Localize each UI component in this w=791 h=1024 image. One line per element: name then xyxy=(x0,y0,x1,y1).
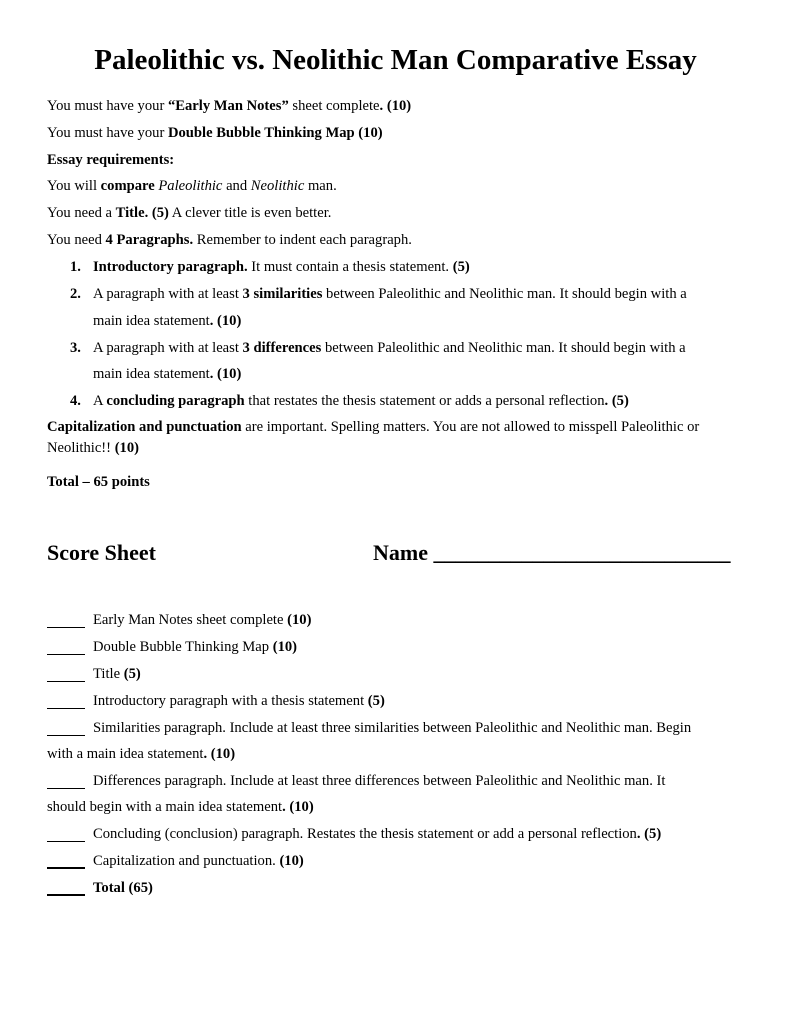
score-blank[interactable] xyxy=(47,840,85,842)
score-sheet-heading: Score Sheet xyxy=(47,540,156,565)
text: main idea statement xyxy=(93,366,210,382)
text: Early Man Notes sheet complete xyxy=(93,612,288,628)
score-blank[interactable] xyxy=(47,653,85,655)
text: A paragraph with at least xyxy=(93,286,243,302)
score-item-total xyxy=(93,879,153,897)
capitalization-note xyxy=(47,418,699,436)
points: (5) xyxy=(123,666,141,682)
name-line[interactable]: ___________________________ xyxy=(433,540,731,565)
list-item-continuation xyxy=(93,365,241,383)
points: (10) xyxy=(114,440,140,456)
text-italic: Paleolithic xyxy=(158,178,223,194)
requirement-title xyxy=(47,204,331,222)
text: Remember to indent each paragraph. xyxy=(193,232,412,248)
score-blank[interactable] xyxy=(47,787,85,789)
text-bold: “Early Man Notes” xyxy=(167,98,289,114)
text: with a main idea statement xyxy=(47,746,204,762)
text: Title xyxy=(93,666,124,682)
points: (10) xyxy=(287,612,312,628)
list-item xyxy=(93,285,687,303)
points: . (10) xyxy=(209,313,242,329)
score-blank[interactable] xyxy=(47,707,85,709)
name-label: Name xyxy=(373,540,428,565)
text-bold: 3 differences xyxy=(242,340,322,356)
requirement-map xyxy=(47,124,383,142)
list-item-continuation xyxy=(93,312,241,330)
requirement-notes xyxy=(47,97,411,115)
score-blank[interactable] xyxy=(47,893,85,896)
text: You will xyxy=(47,178,101,194)
page-title: Paleolithic vs. Neolithic Man Comparative Essay xyxy=(94,44,697,76)
text: You need xyxy=(47,232,106,248)
score-item xyxy=(93,852,304,870)
text: Capitalization and punctuation. xyxy=(93,853,280,869)
score-blank[interactable] xyxy=(47,866,85,869)
text-bold: Essay requirements: xyxy=(47,152,175,168)
text: Differences paragraph. Include at least three differences between Paleolithic and Neolithic man. It xyxy=(93,773,666,789)
text-bold: Total (65) xyxy=(93,880,153,896)
text: between Paleolithic and Neolithic man. It should begin with a xyxy=(321,340,686,356)
score-item xyxy=(93,665,141,683)
text-bold: concluding paragraph xyxy=(106,393,245,409)
text: main idea statement xyxy=(93,313,210,329)
capitalization-note-continuation xyxy=(47,439,139,457)
text-bold: Capitalization and punctuation xyxy=(47,419,242,435)
list-item xyxy=(93,258,470,276)
score-item xyxy=(93,611,311,629)
points: . (10) xyxy=(203,746,236,762)
text: Concluding (conclusion) paragraph. Restates the thesis statement or add a personal reflection xyxy=(93,826,637,842)
text-bold: Double Bubble Thinking Map (10) xyxy=(167,125,383,141)
score-item xyxy=(93,772,665,790)
points: (10) xyxy=(272,639,298,655)
text: You must have your xyxy=(47,125,168,141)
score-blank[interactable] xyxy=(47,734,85,736)
text: You must have your xyxy=(47,98,168,114)
points: . (10) xyxy=(209,366,242,382)
list-number: 2. xyxy=(70,286,81,302)
score-blank[interactable] xyxy=(47,680,85,682)
score-item-continuation xyxy=(47,745,235,763)
text-bold: Total – 65 points xyxy=(47,474,150,490)
points: (5) xyxy=(452,259,470,275)
points: . (10) xyxy=(379,98,412,114)
text: should begin with a main idea statement xyxy=(47,799,283,815)
list-number: 1. xyxy=(70,259,81,275)
text-italic: Neolithic xyxy=(250,178,305,194)
text: man. xyxy=(304,178,337,194)
text: are important. Spelling matters. You are not allowed to misspell Paleolithic or xyxy=(241,419,700,435)
text: sheet complete xyxy=(288,98,380,114)
list-number: 4. xyxy=(70,393,81,409)
text: and xyxy=(222,178,251,194)
total-points xyxy=(47,473,150,491)
text-bold: Title. (5) xyxy=(115,205,169,221)
text: Introductory paragraph with a thesis statement xyxy=(93,693,368,709)
points: . (10) xyxy=(282,799,314,815)
text-bold: 4 Paragraphs. xyxy=(105,232,194,248)
points: . (5) xyxy=(604,393,629,409)
points: . (5) xyxy=(636,826,662,842)
score-item-continuation xyxy=(47,798,314,816)
text: A paragraph with at least xyxy=(93,340,243,356)
text-bold: Introductory paragraph. xyxy=(93,259,248,275)
list-number: 3. xyxy=(70,340,81,356)
text: Similarities paragraph. Include at least three similarities between Paleolithic and Neolithic man. Begin xyxy=(93,720,692,736)
score-item xyxy=(93,825,661,843)
score-item xyxy=(93,692,385,710)
text-bold: compare xyxy=(100,178,155,194)
score-item xyxy=(93,638,297,656)
score-item xyxy=(93,719,691,737)
points: (5) xyxy=(367,693,385,709)
text: It must contain a thesis statement. xyxy=(247,259,453,275)
text: You need a xyxy=(47,205,116,221)
text: Neolithic!! xyxy=(47,440,115,456)
text: A xyxy=(93,393,107,409)
name-field[interactable] xyxy=(373,540,730,566)
text: that restates the thesis statement or adds a personal reflection xyxy=(244,393,605,409)
requirement-paragraphs xyxy=(47,231,412,249)
text-bold: 3 similarities xyxy=(242,286,323,302)
essay-requirements-heading xyxy=(47,151,174,169)
requirement-compare xyxy=(47,177,337,195)
list-item xyxy=(93,392,629,410)
text: A clever title is even better. xyxy=(168,205,332,221)
list-item xyxy=(93,339,686,357)
score-blank[interactable] xyxy=(47,626,85,628)
text: between Paleolithic and Neolithic man. It should begin with a xyxy=(322,286,687,302)
text: Double Bubble Thinking Map xyxy=(93,639,273,655)
points: (10) xyxy=(279,853,304,869)
